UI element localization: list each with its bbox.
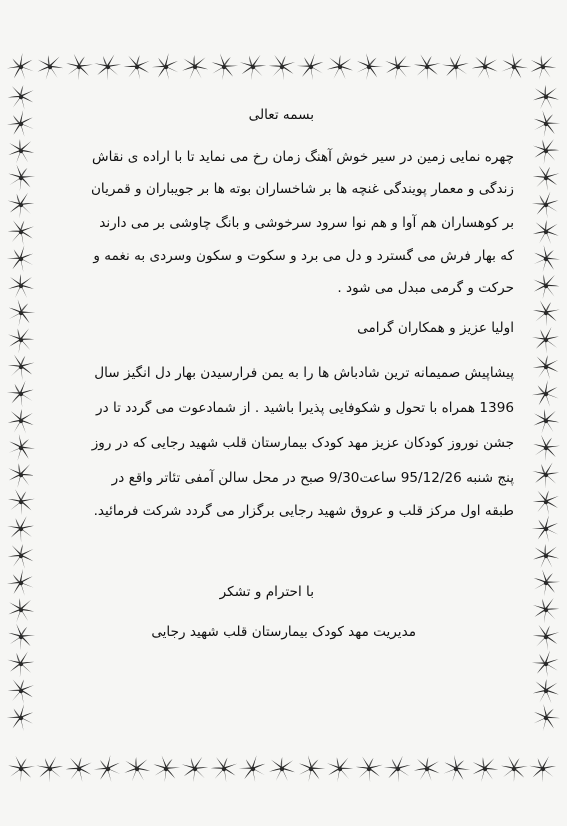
flower-ornament-icon — [412, 54, 442, 80]
flower-ornament-icon — [325, 756, 355, 782]
flower-ornament-icon — [6, 165, 36, 191]
flower-ornament-icon — [531, 84, 561, 110]
flower-ornament-icon — [151, 54, 181, 80]
flower-ornament-icon — [238, 54, 268, 80]
flower-ornament-icon — [6, 54, 36, 80]
flower-ornament-icon — [64, 54, 94, 80]
flower-ornament-icon — [531, 327, 561, 353]
flower-ornament-icon — [531, 381, 561, 407]
flower-ornament-icon — [6, 435, 36, 461]
paragraph2-line-5: طبقه اول مرکز قلب و عروق شهید رجایی برگزار می گردد شرکت فرمائید. — [93, 503, 514, 519]
flower-ornament-icon — [6, 597, 36, 623]
flower-ornament-icon — [6, 138, 36, 164]
flower-ornament-icon — [531, 462, 561, 488]
signature: مدیریت مهد کودک بیمارستان قلب شهید رجایی — [151, 624, 416, 640]
greeting: اولیا عزیز و همکاران گرامی — [357, 320, 514, 336]
flower-ornament-icon — [6, 354, 36, 380]
flower-ornament-icon — [531, 705, 561, 731]
paragraph1-line-3: بر کوهساران هم آوا و هم نوا سرود سرخوشی و بانگ چاوشی بر می دارند — [99, 215, 514, 231]
paragraph2-line-1: پیشاپیش صمیمانه ترین شادباش ها را به یمن فرارسیدن بهار دل انگیز سال — [94, 365, 514, 381]
paragraph2-line-2: 1396 همراه با تحول و شکوفایی پذیرا باشید . از شمادعوت می گردد تا در — [96, 400, 514, 416]
flower-ornament-icon — [6, 300, 36, 326]
paragraph2-line-4: پنج شنبه 95/12/26 ساعت9/30 صبح در محل سالن آمفی تئاتر واقع در — [111, 470, 514, 486]
flower-ornament-icon — [531, 570, 561, 596]
flower-ornament-icon — [180, 756, 210, 782]
flower-ornament-icon — [528, 756, 558, 782]
flower-ornament-icon — [93, 756, 123, 782]
flower-ornament-icon — [531, 246, 561, 272]
flower-ornament-icon — [531, 300, 561, 326]
flower-ornament-icon — [238, 756, 268, 782]
flower-ornament-icon — [531, 543, 561, 569]
flower-ornament-icon — [531, 192, 561, 218]
flower-ornament-icon — [6, 756, 36, 782]
flower-ornament-icon — [531, 408, 561, 434]
flower-ornament-icon — [6, 489, 36, 515]
flower-ornament-icon — [151, 756, 181, 782]
paragraph1-line-4: که بهار فرش می گسترد و دل می برد و سکوت و سکون وسردی به نغمه و — [93, 248, 514, 264]
flower-ornament-icon — [441, 756, 471, 782]
flower-ornament-icon — [531, 111, 561, 137]
paragraph2-line-3: جشن نوروز کودکان عزیز مهد کودک بیمارستان قلب شهید رجایی که در روز — [91, 435, 514, 451]
flower-ornament-icon — [6, 381, 36, 407]
letter-title: بسمه تعالی — [248, 107, 314, 123]
flower-ornament-icon — [354, 756, 384, 782]
letter-body — [56, 96, 514, 716]
flower-ornament-icon — [6, 462, 36, 488]
paragraph1-line-2: زندگی و معمار پویندگی غنچه ها بر شاخساران بوته ها بر جویباران و قمریان — [90, 181, 514, 197]
flower-ornament-icon — [531, 624, 561, 650]
flower-ornament-icon — [209, 54, 239, 80]
flower-ornament-icon — [6, 651, 36, 677]
flower-ornament-icon — [531, 273, 561, 299]
flower-ornament-icon — [499, 756, 529, 782]
paragraph1-line-1: چهره نمایی زمین در سیر خوش آهنگ زمان رخ می نماید تا با اراده ی نقاش — [92, 149, 514, 165]
flower-ornament-icon — [531, 516, 561, 542]
flower-ornament-icon — [383, 756, 413, 782]
flower-ornament-icon — [383, 54, 413, 80]
flower-ornament-icon — [6, 273, 36, 299]
flower-ornament-icon — [6, 192, 36, 218]
flower-ornament-icon — [528, 54, 558, 80]
flower-ornament-icon — [470, 756, 500, 782]
flower-ornament-icon — [6, 705, 36, 731]
closing: با احترام و تشکر — [219, 584, 314, 600]
flower-ornament-icon — [6, 111, 36, 137]
flower-ornament-icon — [6, 246, 36, 272]
flower-ornament-icon — [6, 516, 36, 542]
flower-ornament-icon — [35, 756, 65, 782]
flower-ornament-icon — [531, 165, 561, 191]
paragraph1-line-5: حرکت و گرمی مبدل می شود . — [337, 280, 514, 296]
flower-ornament-icon — [499, 54, 529, 80]
flower-ornament-icon — [296, 54, 326, 80]
flower-ornament-icon — [441, 54, 471, 80]
flower-ornament-icon — [531, 435, 561, 461]
flower-ornament-icon — [531, 651, 561, 677]
flower-ornament-icon — [6, 624, 36, 650]
flower-ornament-icon — [6, 570, 36, 596]
